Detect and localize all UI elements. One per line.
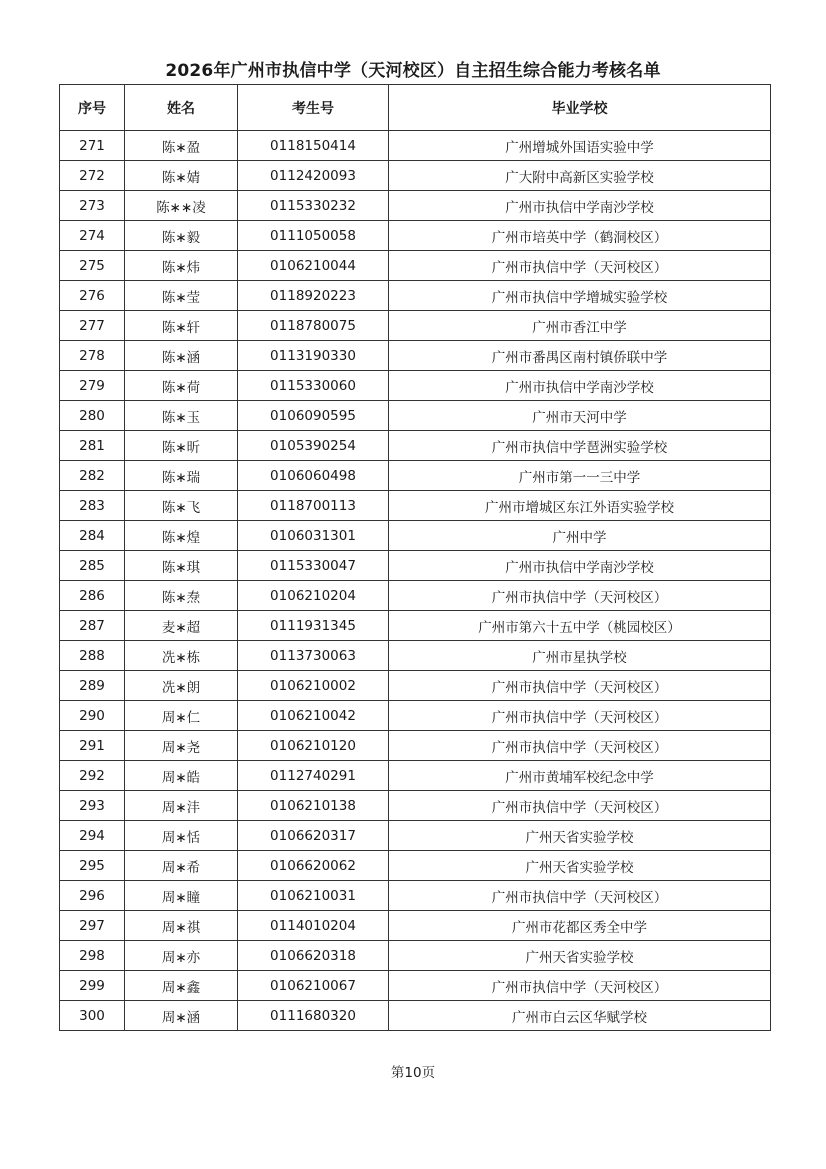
cell-name: 陈∗煌 [125,521,238,551]
table-row [60,791,771,821]
cell-graduation-school: 广州增城外国语实验中学 [389,131,771,161]
table-row [60,461,771,491]
table-row [60,881,771,911]
cell-name: 周∗恬 [125,821,238,851]
cell-name: 周∗亦 [125,941,238,971]
cell-name: 陈∗轩 [125,311,238,341]
cell-candidate-number: 0111680320 [238,1001,389,1031]
cell-name: 陈∗瑞 [125,461,238,491]
cell-candidate-number: 0115330232 [238,191,389,221]
cell-graduation-school: 广州市增城区东江外语实验学校 [389,491,771,521]
cell-graduation-school: 广州市香江中学 [389,311,771,341]
cell-candidate-number: 0106210138 [238,791,389,821]
table-row [60,551,771,581]
cell-graduation-school: 广州市执信中学南沙学校 [389,371,771,401]
cell-serial-number: 294 [60,821,125,851]
cell-name: 陈∗∗凌 [125,191,238,221]
cell-name: 周∗仁 [125,701,238,731]
cell-serial-number: 279 [60,371,125,401]
cell-graduation-school: 广州市执信中学（天河校区） [389,671,771,701]
cell-serial-number: 285 [60,551,125,581]
cell-serial-number: 272 [60,161,125,191]
table-row [60,761,771,791]
table-row [60,941,771,971]
cell-name: 陈∗飞 [125,491,238,521]
cell-name: 周∗涵 [125,1001,238,1031]
cell-name: 周∗祺 [125,911,238,941]
table-row [60,371,771,401]
table-row [60,971,771,1001]
cell-candidate-number: 0106210002 [238,671,389,701]
cell-serial-number: 276 [60,281,125,311]
cell-graduation-school: 广州市第六十五中学（桃园校区） [389,611,771,641]
table-row [60,521,771,551]
cell-serial-number: 299 [60,971,125,1001]
header-graduation-school: 毕业学校 [389,85,771,131]
cell-candidate-number: 0106620317 [238,821,389,851]
cell-serial-number: 274 [60,221,125,251]
cell-graduation-school: 广州市培英中学（鹤洞校区） [389,221,771,251]
cell-name: 陈∗琪 [125,551,238,581]
table-row [60,821,771,851]
cell-name: 周∗鑫 [125,971,238,1001]
cell-graduation-school: 广州市番禺区南村镇侨联中学 [389,341,771,371]
cell-candidate-number: 0113190330 [238,341,389,371]
cell-serial-number: 288 [60,641,125,671]
table-row [60,251,771,281]
cell-candidate-number: 0106090595 [238,401,389,431]
cell-serial-number: 296 [60,881,125,911]
cell-name: 陈∗盈 [125,131,238,161]
cell-name: 陈∗莹 [125,281,238,311]
table-row [60,191,771,221]
cell-candidate-number: 0118700113 [238,491,389,521]
cell-name: 陈∗焘 [125,581,238,611]
cell-candidate-number: 0112740291 [238,761,389,791]
cell-candidate-number: 0106060498 [238,461,389,491]
cell-name: 陈∗炜 [125,251,238,281]
cell-candidate-number: 0106210044 [238,251,389,281]
cell-candidate-number: 0111050058 [238,221,389,251]
cell-candidate-number: 0112420093 [238,161,389,191]
cell-serial-number: 293 [60,791,125,821]
table-row [60,221,771,251]
cell-candidate-number: 0106210120 [238,731,389,761]
table-row [60,611,771,641]
cell-name: 冼∗朗 [125,671,238,701]
table-row [60,911,771,941]
cell-graduation-school: 广州市执信中学（天河校区） [389,581,771,611]
table-row [60,431,771,461]
cell-name: 周∗皓 [125,761,238,791]
cell-name: 周∗希 [125,851,238,881]
cell-candidate-number: 0105390254 [238,431,389,461]
cell-name: 陈∗婧 [125,161,238,191]
cell-serial-number: 291 [60,731,125,761]
cell-candidate-number: 0106210042 [238,701,389,731]
cell-serial-number: 289 [60,671,125,701]
cell-graduation-school: 广州市执信中学（天河校区） [389,701,771,731]
cell-graduation-school: 广州市星执学校 [389,641,771,671]
cell-graduation-school: 广州市第一一三中学 [389,461,771,491]
cell-graduation-school: 广州市花都区秀全中学 [389,911,771,941]
cell-serial-number: 300 [60,1001,125,1031]
cell-candidate-number: 0106620318 [238,941,389,971]
cell-serial-number: 297 [60,911,125,941]
cell-graduation-school: 广州市黄埔军校纪念中学 [389,761,771,791]
cell-candidate-number: 0106210204 [238,581,389,611]
cell-candidate-number: 0106031301 [238,521,389,551]
cell-graduation-school: 广大附中高新区实验学校 [389,161,771,191]
cell-candidate-number: 0118780075 [238,311,389,341]
cell-graduation-school: 广州天省实验学校 [389,941,771,971]
cell-graduation-school: 广州市天河中学 [389,401,771,431]
cell-graduation-school: 广州市执信中学（天河校区） [389,791,771,821]
table-row [60,641,771,671]
cell-graduation-school: 广州市执信中学（天河校区） [389,881,771,911]
cell-serial-number: 280 [60,401,125,431]
cell-graduation-school: 广州市执信中学（天河校区） [389,251,771,281]
table-row [60,311,771,341]
cell-candidate-number: 0106210031 [238,881,389,911]
table-row [60,161,771,191]
table-row [60,671,771,701]
admission-list-table [59,84,771,1031]
cell-serial-number: 282 [60,461,125,491]
cell-graduation-school: 广州市执信中学（天河校区） [389,971,771,1001]
cell-graduation-school: 广州天省实验学校 [389,821,771,851]
cell-name: 周∗瞳 [125,881,238,911]
cell-graduation-school: 广州市白云区华赋学校 [389,1001,771,1031]
cell-candidate-number: 0113730063 [238,641,389,671]
table-body [60,131,771,1031]
cell-name: 陈∗涵 [125,341,238,371]
table-row [60,341,771,371]
table-row [60,731,771,761]
page-number: 第10页 [390,1065,436,1081]
cell-graduation-school: 广州市执信中学南沙学校 [389,191,771,221]
cell-candidate-number: 0115330060 [238,371,389,401]
cell-name: 麦∗超 [125,611,238,641]
cell-candidate-number: 0111931345 [238,611,389,641]
header-serial-number: 序号 [60,85,125,131]
cell-serial-number: 298 [60,941,125,971]
table-row [60,131,771,161]
cell-graduation-school: 广州市执信中学增城实验学校 [389,281,771,311]
cell-serial-number: 284 [60,521,125,551]
cell-candidate-number: 0114010204 [238,911,389,941]
cell-serial-number: 278 [60,341,125,371]
cell-name: 周∗尧 [125,731,238,761]
cell-serial-number: 286 [60,581,125,611]
cell-name: 陈∗昕 [125,431,238,461]
cell-candidate-number: 0115330047 [238,551,389,581]
cell-name: 陈∗毅 [125,221,238,251]
header-candidate-number: 考生号 [238,85,389,131]
table-row [60,1001,771,1031]
table-row [60,851,771,881]
header-name: 姓名 [125,85,238,131]
cell-name: 陈∗玉 [125,401,238,431]
cell-serial-number: 292 [60,761,125,791]
cell-serial-number: 295 [60,851,125,881]
cell-serial-number: 290 [60,701,125,731]
table-row [60,281,771,311]
document-title: 2026年广州市执信中学（天河校区）自主招生综合能力考核名单 [165,61,661,81]
table-row [60,401,771,431]
cell-serial-number: 281 [60,431,125,461]
cell-candidate-number: 0118920223 [238,281,389,311]
cell-serial-number: 287 [60,611,125,641]
cell-serial-number: 277 [60,311,125,341]
cell-serial-number: 273 [60,191,125,221]
cell-name: 冼∗栋 [125,641,238,671]
cell-candidate-number: 0118150414 [238,131,389,161]
table-header-row [60,85,771,131]
cell-graduation-school: 广州市执信中学南沙学校 [389,551,771,581]
cell-name: 陈∗荷 [125,371,238,401]
cell-candidate-number: 0106210067 [238,971,389,1001]
table-row [60,581,771,611]
cell-graduation-school: 广州市执信中学琶洲实验学校 [389,431,771,461]
cell-serial-number: 275 [60,251,125,281]
cell-graduation-school: 广州中学 [389,521,771,551]
cell-candidate-number: 0106620062 [238,851,389,881]
cell-name: 周∗沣 [125,791,238,821]
table-row [60,701,771,731]
cell-serial-number: 271 [60,131,125,161]
cell-graduation-school: 广州天省实验学校 [389,851,771,881]
table-row [60,491,771,521]
cell-serial-number: 283 [60,491,125,521]
cell-graduation-school: 广州市执信中学（天河校区） [389,731,771,761]
